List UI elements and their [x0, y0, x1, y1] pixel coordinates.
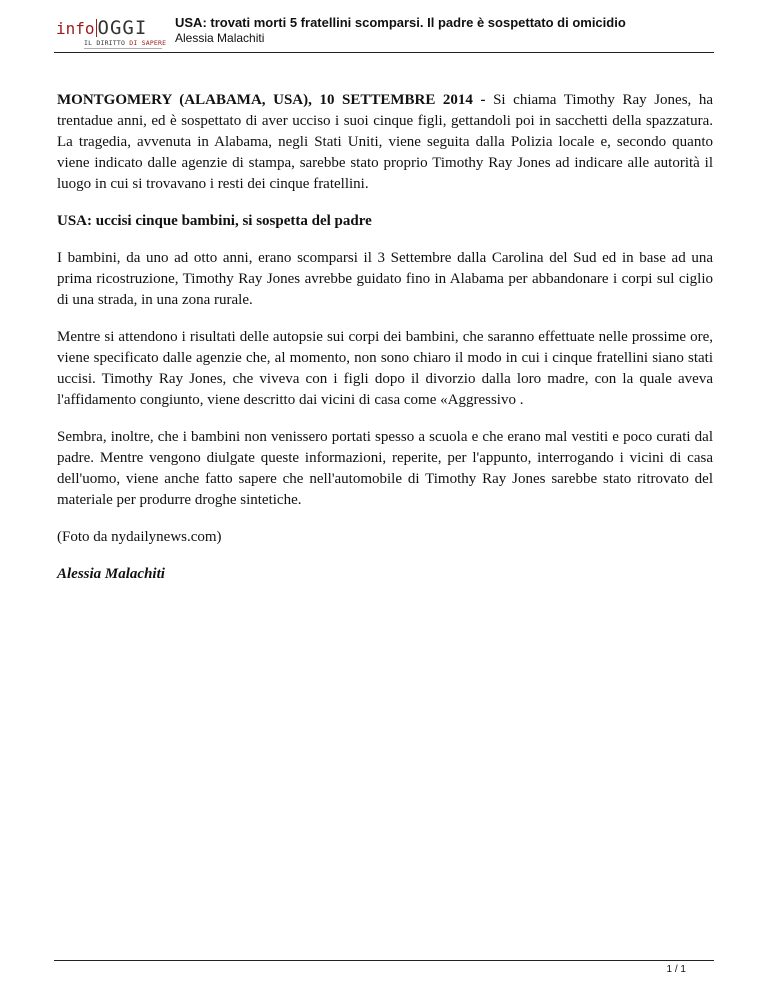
- paragraph-2: Mentre si attendono i risultati delle autopsie sui corpi dei bambini, che saranno effettuate nelle prossime ore, viene specificato dalle agenzie che, al momento, non sono chiaro il modo in cui i cinque fratellini siano stati uccisi. Timothy Ray Jones, che viveva con i figli dopo il divorzio dalla loro madre, con la quale aveva l'affidamento congiunto, viene descritto dai vicini di casa come «Aggressivo .: [57, 329, 713, 408]
- logo-tagline-suffix: DI SAPERE: [129, 39, 167, 47]
- logo-wordmark: [56, 18, 147, 39]
- logo-tagline: [84, 39, 166, 47]
- article-subheading: USA: uccisi cinque bambini, si sospetta del padre: [57, 213, 372, 229]
- page-number: 1 / 1: [666, 964, 686, 975]
- lead-paragraph: [57, 90, 713, 195]
- paragraph-3: Sembra, inoltre, che i bambini non venissero portati spesso a scuola e che erano mal vestiti e poco curati dal padre. Mentre vengono diulgate queste informazioni, reperite, per l'appunto, interrogando i vicini di casa dell'uomo, viene anche fatto sapere che nell'automobile di Timothy Ray Jones sarebbe stato ritrovato del materiale per produrre droghe sintetiche.: [57, 429, 713, 508]
- infooggi-logo[interactable]: [56, 17, 167, 50]
- article-body: [57, 90, 713, 601]
- dateline: MONTGOMERY (ALABAMA, USA), 10 SETTEMBRE 2014 -: [57, 92, 486, 108]
- logo-oggi-text: OGGI: [97, 17, 148, 39]
- lead-text: Si chiama Timothy Ray Jones, ha trentadue anni, ed è sospettato di aver ucciso i suoi cinque figli, gettandoli poi in sacchetti della spazzatura. La tragedia, avvenuta in Alabama, negli Stati Uniti, viene seguita dalla Polizia locale e, secondo quanto viene indicato dalle agenzie di stampa, sarebbe stato proprio Timothy Ray Jones ad indicare alle autorità il luogo in cui si trovavano i resti dei cinque fratellini.: [57, 92, 714, 192]
- page-header: [54, 12, 714, 53]
- logo-info-text: info: [56, 19, 95, 38]
- logo-tagline-prefix: IL DIRITTO: [84, 39, 130, 47]
- paragraph-1: I bambini, da uno ad otto anni, erano scomparsi il 3 Settembre dalla Carolina del Sud ed in base ad una prima ricostruzione, Timothy Ray Jones avrebbe guidato fino in Alabama per abbandonare i corpi sul ciglio di una strada, in una zona rurale.: [57, 250, 713, 308]
- logo-divider: [96, 19, 97, 37]
- footer-divider: [54, 960, 714, 961]
- header-author: Alessia Malachiti: [175, 31, 265, 45]
- author-signature: Alessia Malachiti: [57, 566, 165, 582]
- photo-credit: (Foto da nydailynews.com): [57, 529, 222, 545]
- logo-underline: [84, 48, 162, 49]
- header-title: USA: trovati morti 5 fratellini scomparsi. Il padre è sospettato di omicidio: [175, 15, 626, 30]
